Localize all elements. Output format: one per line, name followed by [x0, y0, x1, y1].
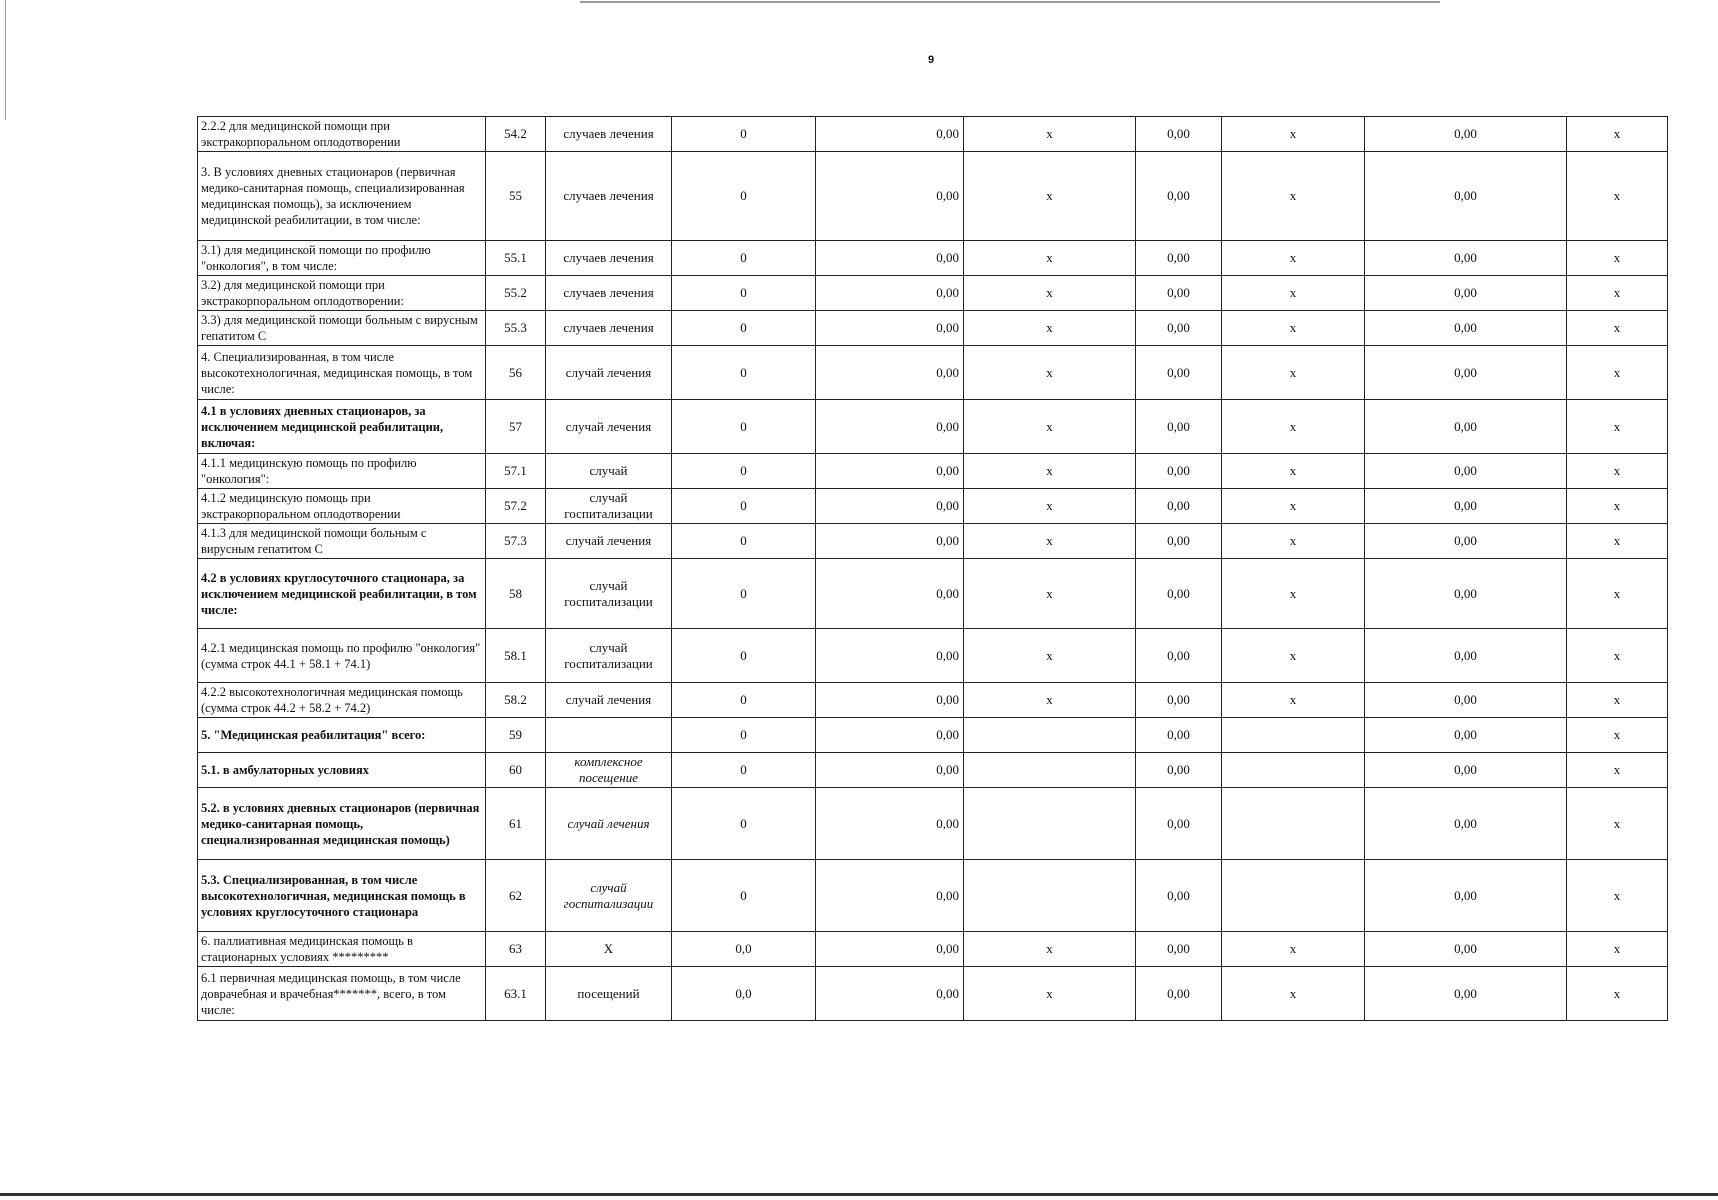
cell-c1: 0,00 — [1136, 117, 1222, 152]
table-row — [198, 241, 1668, 276]
cell-c1: 0,00 — [1136, 489, 1222, 524]
cell-vol: 0 — [672, 241, 816, 276]
data-table — [197, 116, 1668, 1021]
cell-unit: случаев лечения — [546, 276, 672, 311]
cell-cost: 0,00 — [816, 718, 964, 753]
cell-cost: 0,00 — [816, 559, 964, 629]
cell-c1: 0,00 — [1136, 400, 1222, 454]
cell-name: 6.1 первичная медицинская помощь, в том числе доврачебная и врачебная*******, всего, в том числе: — [198, 967, 486, 1021]
cell-name: 4.1.2 медицинскую помощь при экстракорпоральном оплодотворении — [198, 489, 486, 524]
cell-x2: х — [1222, 559, 1365, 629]
table-row — [198, 629, 1668, 683]
cell-x3: х — [1567, 524, 1668, 559]
cell-vol: 0 — [672, 346, 816, 400]
cell-c1: 0,00 — [1136, 788, 1222, 860]
cell-x1: х — [964, 683, 1136, 718]
cell-code: 57 — [486, 400, 546, 454]
cell-c2: 0,00 — [1365, 346, 1567, 400]
cell-name: 4.2 в условиях круглосуточного стационара, за исключением медицинской реабилитации, в том числе: — [198, 559, 486, 629]
cell-vol: 0 — [672, 753, 816, 788]
cell-x3: х — [1567, 276, 1668, 311]
cell-c1: 0,00 — [1136, 241, 1222, 276]
cell-c1: 0,00 — [1136, 152, 1222, 241]
cell-code: 58 — [486, 559, 546, 629]
table-row — [198, 559, 1668, 629]
table-row — [198, 753, 1668, 788]
cell-x2: х — [1222, 967, 1365, 1021]
scan-edge-top — [580, 1, 1440, 3]
cell-x2: х — [1222, 152, 1365, 241]
cell-unit: случаев лечения — [546, 152, 672, 241]
cell-c1: 0,00 — [1136, 629, 1222, 683]
cell-x1: х — [964, 932, 1136, 967]
cell-cost: 0,00 — [816, 753, 964, 788]
table-row — [198, 683, 1668, 718]
cell-c2: 0,00 — [1365, 489, 1567, 524]
cell-vol: 0 — [672, 860, 816, 932]
cell-unit: посещений — [546, 967, 672, 1021]
cell-x2 — [1222, 753, 1365, 788]
cell-x1: х — [964, 489, 1136, 524]
cell-code: 61 — [486, 788, 546, 860]
cell-vol: 0 — [672, 489, 816, 524]
cell-code: 57.2 — [486, 489, 546, 524]
table-row — [198, 346, 1668, 400]
cell-name: 4.1.3 для медицинской помощи больным с вирусным гепатитом С — [198, 524, 486, 559]
cell-cost: 0,00 — [816, 117, 964, 152]
cell-x3: х — [1567, 152, 1668, 241]
cell-cost: 0,00 — [816, 489, 964, 524]
cell-c1: 0,00 — [1136, 932, 1222, 967]
cell-unit: случай лечения — [546, 788, 672, 860]
cell-c1: 0,00 — [1136, 454, 1222, 489]
cell-x1: х — [964, 346, 1136, 400]
cell-name: 4.1 в условиях дневных стационаров, за исключением медицинской реабилитации, включая: — [198, 400, 486, 454]
cell-name: 4.2.2 высокотехнологичная медицинская помощь (сумма строк 44.2 + 58.2 + 74.2) — [198, 683, 486, 718]
cell-code: 63.1 — [486, 967, 546, 1021]
cell-x3: х — [1567, 967, 1668, 1021]
page-number: 9 — [928, 54, 935, 66]
cell-c2: 0,00 — [1365, 311, 1567, 346]
cell-c2: 0,00 — [1365, 559, 1567, 629]
cell-unit: комплексное посещение — [546, 753, 672, 788]
cell-vol: 0 — [672, 276, 816, 311]
cell-unit: случаев лечения — [546, 241, 672, 276]
cell-x1 — [964, 788, 1136, 860]
cell-x2: х — [1222, 117, 1365, 152]
cell-vol: 0 — [672, 559, 816, 629]
cell-x3: х — [1567, 788, 1668, 860]
cell-name: 3.3) для медицинской помощи больным с вирусным гепатитом С — [198, 311, 486, 346]
cell-vol: 0,0 — [672, 932, 816, 967]
cell-x2: х — [1222, 276, 1365, 311]
cell-cost: 0,00 — [816, 454, 964, 489]
cell-name: 4.2.1 медицинская помощь по профилю "онкология" (сумма строк 44.1 + 58.1 + 74.1) — [198, 629, 486, 683]
cell-x3: х — [1567, 718, 1668, 753]
cell-c1: 0,00 — [1136, 718, 1222, 753]
table-row — [198, 454, 1668, 489]
cell-vol: 0 — [672, 683, 816, 718]
cell-x1: х — [964, 454, 1136, 489]
table-row — [198, 788, 1668, 860]
cell-c1: 0,00 — [1136, 860, 1222, 932]
cell-cost: 0,00 — [816, 629, 964, 683]
cell-x2: х — [1222, 932, 1365, 967]
cell-x3: х — [1567, 860, 1668, 932]
cell-cost: 0,00 — [816, 524, 964, 559]
cell-unit: случай госпитализации — [546, 559, 672, 629]
cell-name: 4.1.1 медицинскую помощь по профилю "онкология": — [198, 454, 486, 489]
cell-code: 57.3 — [486, 524, 546, 559]
cell-x2: х — [1222, 489, 1365, 524]
cell-name: 5.1. в амбулаторных условиях — [198, 753, 486, 788]
cell-x2: х — [1222, 524, 1365, 559]
cell-c2: 0,00 — [1365, 241, 1567, 276]
table-row — [198, 932, 1668, 967]
cell-x2: х — [1222, 683, 1365, 718]
cell-c2: 0,00 — [1365, 524, 1567, 559]
table-row — [198, 400, 1668, 454]
cell-x2: х — [1222, 400, 1365, 454]
cell-x3: х — [1567, 311, 1668, 346]
cell-c2: 0,00 — [1365, 788, 1567, 860]
cell-cost: 0,00 — [816, 152, 964, 241]
cell-unit: случай лечения — [546, 683, 672, 718]
cell-unit: случай лечения — [546, 524, 672, 559]
table-row — [198, 967, 1668, 1021]
cell-name: 3.2) для медицинской помощи при экстракорпоральном оплодотворении: — [198, 276, 486, 311]
cell-unit — [546, 718, 672, 753]
cell-code: 59 — [486, 718, 546, 753]
scan-edge-bottom — [0, 1193, 1718, 1196]
cell-x3: х — [1567, 683, 1668, 718]
table-row — [198, 718, 1668, 753]
cell-x1 — [964, 860, 1136, 932]
cell-vol: 0 — [672, 524, 816, 559]
cell-vol: 0 — [672, 400, 816, 454]
cell-c1: 0,00 — [1136, 967, 1222, 1021]
cell-vol: 0 — [672, 454, 816, 489]
cell-c2: 0,00 — [1365, 683, 1567, 718]
cell-x3: х — [1567, 241, 1668, 276]
table-row — [198, 489, 1668, 524]
cell-code: 55.2 — [486, 276, 546, 311]
cell-vol: 0 — [672, 152, 816, 241]
cell-x3: х — [1567, 117, 1668, 152]
cell-cost: 0,00 — [816, 683, 964, 718]
cell-x2 — [1222, 788, 1365, 860]
cell-unit: случай лечения — [546, 400, 672, 454]
cell-x1 — [964, 718, 1136, 753]
cell-name: 3. В условиях дневных стационаров (первичная медико-санитарная помощь, специализированная медицинская помощь), за исключением медицинской реабилитации, в том числе: — [198, 152, 486, 241]
cell-c2: 0,00 — [1365, 276, 1567, 311]
cell-name: 5.2. в условиях дневных стационаров (первичная медико-санитарная помощь, специализированная медицинская помощь) — [198, 788, 486, 860]
cell-code: 58.2 — [486, 683, 546, 718]
cell-code: 55.1 — [486, 241, 546, 276]
cell-cost: 0,00 — [816, 346, 964, 400]
cell-unit: случай госпитализации — [546, 489, 672, 524]
cell-c1: 0,00 — [1136, 524, 1222, 559]
cell-x1: х — [964, 559, 1136, 629]
cell-code: 55 — [486, 152, 546, 241]
cell-vol: 0 — [672, 788, 816, 860]
cell-cost: 0,00 — [816, 788, 964, 860]
cell-x1: х — [964, 276, 1136, 311]
cell-name: 6. паллиативная медицинская помощь в стационарных условиях ********* — [198, 932, 486, 967]
cell-x1: х — [964, 524, 1136, 559]
cell-x3: х — [1567, 629, 1668, 683]
cell-c2: 0,00 — [1365, 753, 1567, 788]
cell-c2: 0,00 — [1365, 860, 1567, 932]
cell-x1: х — [964, 117, 1136, 152]
cell-name: 2.2.2 для медицинской помощи при экстракорпоральном оплодотворении — [198, 117, 486, 152]
cell-cost: 0,00 — [816, 311, 964, 346]
cell-c1: 0,00 — [1136, 311, 1222, 346]
cell-unit: случаев лечения — [546, 117, 672, 152]
cell-c1: 0,00 — [1136, 346, 1222, 400]
cell-x2: х — [1222, 241, 1365, 276]
cell-code: 57.1 — [486, 454, 546, 489]
cell-cost: 0,00 — [816, 967, 964, 1021]
cell-name: 5. "Медицинская реабилитация" всего: — [198, 718, 486, 753]
cell-vol: 0 — [672, 117, 816, 152]
cell-code: 58.1 — [486, 629, 546, 683]
cell-code: 62 — [486, 860, 546, 932]
cell-vol: 0 — [672, 629, 816, 683]
cell-c2: 0,00 — [1365, 718, 1567, 753]
cell-x3: х — [1567, 346, 1668, 400]
cell-c1: 0,00 — [1136, 559, 1222, 629]
cell-unit: случай госпитализации — [546, 860, 672, 932]
cell-name: 3.1) для медицинской помощи по профилю "онкология", в том числе: — [198, 241, 486, 276]
cell-unit: Х — [546, 932, 672, 967]
cell-name: 4. Специализированная, в том числе высокотехнологичная, медицинская помощь, в том числе: — [198, 346, 486, 400]
cell-c1: 0,00 — [1136, 753, 1222, 788]
table-row — [198, 117, 1668, 152]
cell-unit: случай госпитализации — [546, 629, 672, 683]
cell-cost: 0,00 — [816, 241, 964, 276]
cell-x3: х — [1567, 753, 1668, 788]
table-row — [198, 524, 1668, 559]
cell-vol: 0 — [672, 718, 816, 753]
cell-x3: х — [1567, 932, 1668, 967]
cell-x1: х — [964, 241, 1136, 276]
cell-vol: 0 — [672, 311, 816, 346]
table-row — [198, 860, 1668, 932]
cell-cost: 0,00 — [816, 860, 964, 932]
cell-x1: х — [964, 311, 1136, 346]
cell-code: 56 — [486, 346, 546, 400]
cell-vol: 0,0 — [672, 967, 816, 1021]
cell-c2: 0,00 — [1365, 629, 1567, 683]
cell-cost: 0,00 — [816, 276, 964, 311]
cell-x2: х — [1222, 629, 1365, 683]
cell-name: 5.3. Специализированная, в том числе высокотехнологичная, медицинская помощь в условиях круглосуточного стационара — [198, 860, 486, 932]
cell-x3: х — [1567, 454, 1668, 489]
cell-c2: 0,00 — [1365, 454, 1567, 489]
cell-c1: 0,00 — [1136, 683, 1222, 718]
cell-unit: случай лечения — [546, 346, 672, 400]
cell-x2 — [1222, 718, 1365, 753]
cell-x2: х — [1222, 311, 1365, 346]
cell-c2: 0,00 — [1365, 932, 1567, 967]
cell-c2: 0,00 — [1365, 117, 1567, 152]
cell-x1: х — [964, 152, 1136, 241]
cell-x1: х — [964, 629, 1136, 683]
cell-c2: 0,00 — [1365, 967, 1567, 1021]
cell-c1: 0,00 — [1136, 276, 1222, 311]
cell-unit: случаев лечения — [546, 311, 672, 346]
cell-x2: х — [1222, 346, 1365, 400]
cell-code: 55.3 — [486, 311, 546, 346]
cell-code: 54.2 — [486, 117, 546, 152]
cell-x1 — [964, 753, 1136, 788]
cell-x1: х — [964, 400, 1136, 454]
cell-x3: х — [1567, 559, 1668, 629]
cell-x3: х — [1567, 489, 1668, 524]
cell-cost: 0,00 — [816, 932, 964, 967]
scan-edge-left — [5, 0, 6, 120]
cell-c2: 0,00 — [1365, 400, 1567, 454]
cell-unit: случай — [546, 454, 672, 489]
cell-x3: х — [1567, 400, 1668, 454]
table-row — [198, 152, 1668, 241]
cell-code: 63 — [486, 932, 546, 967]
cell-x2 — [1222, 860, 1365, 932]
cell-c2: 0,00 — [1365, 152, 1567, 241]
table-row — [198, 276, 1668, 311]
cell-x2: х — [1222, 454, 1365, 489]
cell-x1: х — [964, 967, 1136, 1021]
cell-code: 60 — [486, 753, 546, 788]
cell-cost: 0,00 — [816, 400, 964, 454]
table-row — [198, 311, 1668, 346]
